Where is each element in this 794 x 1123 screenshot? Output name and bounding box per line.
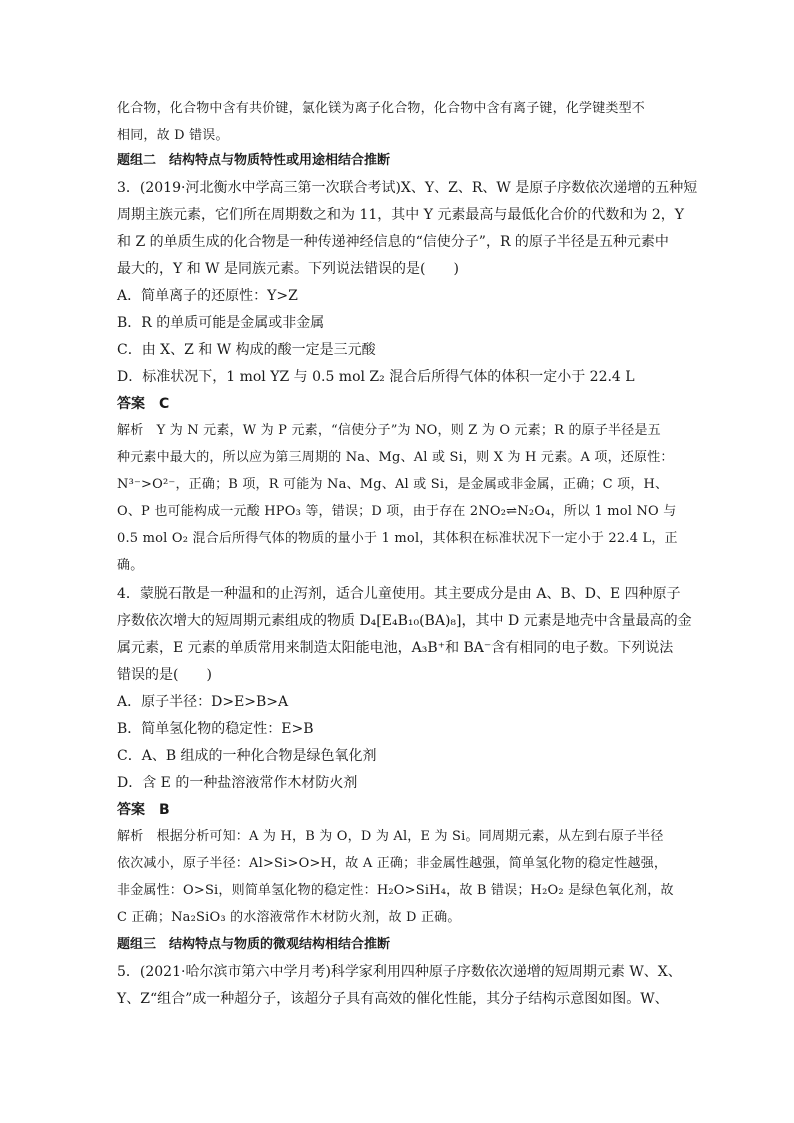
question-4-stem: 序数依次增大的短周期元素组成的物质 D₄[E₄B₁₀(BA)₈]，其中 D 元素是地壳中含量最高的金 (117, 613, 692, 629)
explanation-3: 种元素中最大的，所以应为第三周期的 Na、Mg、Al 或 Si，则 X 为 H 元素。A 项，还原性： (117, 450, 674, 465)
explanation-3: 0.5 mol O₂ 混合后所得气体的物质的量小于 1 mol，其体积在标准状况下一定小于 22.4 L，正 (117, 531, 678, 546)
explanation-4: 解析 根据分析可知：A 为 H，B 为 O，D 为 Al，E 为 Si。同周期元素，从左到右原子半径 (117, 829, 664, 844)
answer-3: 答案 C (117, 396, 170, 412)
question-4-option-d: D．含 E 的一种盐溶液常作木材防火剂 (117, 775, 358, 791)
explanation-4: C 正确；Na₂SiO₃ 的水溶液常作木材防火剂，故 D 正确。 (117, 910, 461, 925)
explanation-4: 非金属性：O>Si，则简单氢化物的稳定性：H₂O>SiH₄，故 B 错误；H₂O₂ 是绿色氧化剂，故 (117, 883, 674, 898)
question-4-option-b: B．简单氢化物的稳定性：E>B (117, 721, 314, 737)
question-3-stem: 3．(2019·河北衡水中学高三第一次联合考试)X、Y、Z、R、W 是原子序数依次递增的五种短 (117, 180, 698, 196)
question-5-stem: Y、Z“组合”成一种超分子，该超分子具有高效的催化性能，其分子结构示意图如图。W、 (117, 991, 669, 1007)
question-3-option-d: D．标准状况下，1 mol YZ 与 0.5 mol Z₂ 混合后所得气体的体积一定小于 22.4 L (117, 369, 635, 385)
question-3-stem: 和 Z 的单质生成的化合物是一种传递神经信息的“信使分子”，R 的原子半径是五种元素中 (117, 234, 669, 250)
explanation-line: 相同，故 D 错误。 (117, 128, 229, 143)
question-4-option-a: A．原子半径：D>E>B>A (117, 694, 289, 710)
question-5-stem: 5．(2021·哈尔滨市第六中学月考)科学家利用四种原子序数依次递增的短周期元素 W、X、 (117, 964, 682, 980)
explanation-3: O、P 也可能构成一元酸 HPO₃ 等，错误；D 项，由于存在 2NO₂⇌N₂O₄，所以 1 mol NO 与 (117, 504, 677, 519)
explanation-3: 确。 (117, 558, 144, 573)
question-4-stem: 4．蒙脱石散是一种温和的止泻剂，适合儿童使用。其主要成分是由 A、B、D、E 四种原子 (117, 586, 681, 602)
explanation-3: 解析 Y 为 N 元素，W 为 P 元素，“信使分子”为 NO，则 Z 为 O 元素；R 的原子半径是五 (117, 423, 661, 438)
explanation-4: 依次减小，原子半径：Al>Si>O>H，故 A 正确；非金属性越强，简单氢化物的稳定性越强， (117, 856, 668, 871)
question-3-stem: 最大的，Y 和 W 是同族元素。下列说法错误的是( ) (117, 261, 459, 277)
question-3-option-c: C．由 X、Z 和 W 构成的酸一定是三元酸 (117, 342, 376, 358)
question-4-option-c: C．A、B 组成的一种化合物是绿色氧化剂 (117, 748, 377, 764)
explanation-3: N³⁻>O²⁻，正确；B 项，R 可能为 Na、Mg、Al 或 Si，是金属或非金属，正确；C 项，H、 (117, 477, 669, 492)
question-3-stem: 周期主族元素，它们所在周期数之和为 11，其中 Y 元素最高与最低化合价的代数和为 2，Y (117, 207, 685, 223)
question-3-option-a: A．简单离子的还原性：Y>Z (117, 288, 298, 304)
answer-4: 答案 B (117, 802, 170, 818)
section-heading: 题组二 结构特点与物质特性或用途相结合推断 (117, 153, 391, 168)
explanation-line: 化合物，化合物中含有共价键，氯化镁为离子化合物，化合物中含有离子键，化学键类型不 (117, 101, 646, 116)
question-3-option-b: B．R 的单质可能是金属或非金属 (117, 315, 325, 331)
section-heading: 题组三 结构特点与物质的微观结构相结合推断 (117, 937, 391, 952)
question-4-stem: 属元素，E 元素的单质常用来制造太阳能电池，A₃B⁺和 BA⁻含有相同的电子数。下列说法 (117, 640, 674, 656)
question-4-stem: 错误的是( ) (117, 667, 212, 683)
